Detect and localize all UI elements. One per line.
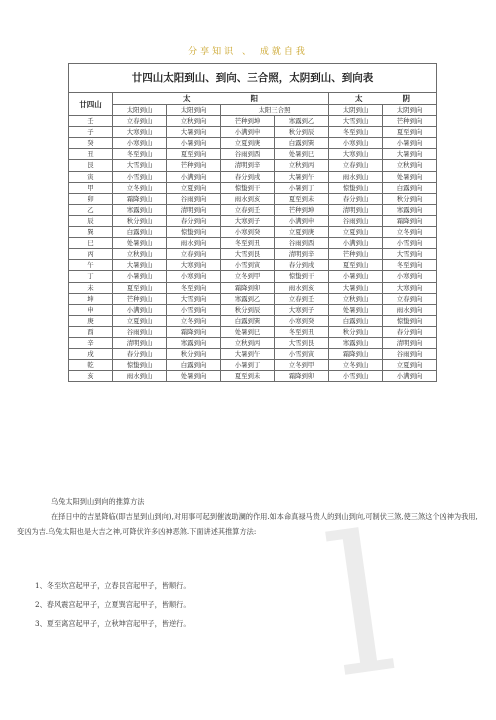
subheader-moon-to-mountain: 太阴到山: [329, 105, 383, 116]
table-cell: 春分到戌: [275, 260, 329, 271]
subheader-sun-to-facing: 太阳到向: [167, 105, 221, 116]
table-cell: 小寒到向: [383, 271, 437, 282]
mountain-cell: 巳: [69, 238, 113, 249]
table-cell: 夏至到向: [383, 127, 437, 138]
mountain-cell: 丑: [69, 149, 113, 160]
table-cell: 小寒到癸: [275, 315, 329, 326]
table-cell: 寒露到向: [167, 337, 221, 348]
table-cell: 冬至到山: [113, 149, 167, 160]
mountain-cell: 庚: [69, 315, 113, 326]
table-row: [69, 127, 437, 138]
method-paragraph: [17, 509, 482, 539]
watermark: l: [315, 492, 407, 720]
table-cell: 小雪到山: [329, 371, 383, 382]
mountain-cell: 申: [69, 304, 113, 315]
table-cell: 立夏到山: [329, 227, 383, 238]
table-row: [69, 238, 437, 249]
table-cell: 雨水到向: [167, 238, 221, 249]
table-cell: 大雪到山: [329, 116, 383, 127]
table-cell: 白露到巽: [275, 138, 329, 149]
table-cell: 霜降到卯: [221, 282, 275, 293]
table-cell: 芒种到向: [383, 116, 437, 127]
table-cell: 白露到巽: [221, 315, 275, 326]
table-cell: 芒种到山: [329, 249, 383, 260]
mountain-cell: 子: [69, 127, 113, 138]
paragraph-text: 在择日中的吉星降临(即吉星到山到向),对用事可起到催波助澜的作用.如本命真禄马贵人的到山到向,可制伏三煞,使三煞这个凶神为我用,变凶为吉.乌兔太阳也是大吉之神,可降伏许多凶神恶煞.下面讲述其推算方法:: [17, 512, 478, 536]
table-cell: 清明到辛: [221, 160, 275, 171]
table-row: [69, 204, 437, 215]
table-cell: 秋分到山: [113, 215, 167, 226]
table-cell: 春分到山: [113, 349, 167, 360]
mountain-cell: 卯: [69, 193, 113, 204]
header-corner: 廿四山: [69, 93, 113, 116]
table-cell: 清明到山: [329, 204, 383, 215]
table-row: [69, 249, 437, 260]
table-cell: 立秋到向: [167, 116, 221, 127]
table-cell: 惊蛰到向: [383, 315, 437, 326]
table-cell: 立秋到山: [329, 293, 383, 304]
table-cell: 谷雨到酉: [221, 149, 275, 160]
table-cell: 白露到山: [329, 315, 383, 326]
table-cell: 处暑到向: [167, 371, 221, 382]
table-cell: 大暑到山: [329, 282, 383, 293]
mountain-cell: 癸: [69, 138, 113, 149]
step-item: 2、春风震宫起甲子，立夏巽宫起甲子，皆顺行。: [35, 600, 191, 609]
table-cell: 立夏到向: [383, 360, 437, 371]
page-slogan: 分享知识 、 成就自我: [188, 47, 308, 57]
table-cell: 夏至到山: [113, 282, 167, 293]
table-cell: 立春到壬: [221, 204, 275, 215]
table-cell: 处暑到山: [113, 238, 167, 249]
table-cell: 立春到向: [383, 293, 437, 304]
table-cell: 小满到申: [221, 127, 275, 138]
mountain-cell: 丙: [69, 249, 113, 260]
table-cell: 立冬到向: [383, 227, 437, 238]
subheader-sun-triple-harmony: 太阳三合照: [221, 105, 329, 116]
table-cell: 立秋到山: [113, 249, 167, 260]
header-group-moon: [329, 93, 437, 105]
step-item: 1、冬至坎宫起甲子，立春艮宫起甲子，皆顺行。: [35, 581, 191, 590]
table-cell: 大雪到山: [113, 160, 167, 171]
table-cell: 芒种到向: [167, 160, 221, 171]
table-row: [69, 227, 437, 238]
table-cell: 立夏到山: [113, 315, 167, 326]
table-row: [69, 171, 437, 182]
solar-lunar-table: [68, 63, 437, 382]
table-row: [69, 160, 437, 171]
table-cell: 惊蛰到山: [113, 360, 167, 371]
mountain-cell: 坤: [69, 293, 113, 304]
table-row: [69, 304, 437, 315]
table-cell: 春分到向: [167, 215, 221, 226]
table-cell: 惊蛰到向: [167, 227, 221, 238]
subheader-sun-to-mountain: 太阳到山: [113, 105, 167, 116]
table-cell: 小暑到丁: [275, 182, 329, 193]
table-cell: 小雪到山: [113, 171, 167, 182]
table-cell: 小雪到寅: [221, 260, 275, 271]
table-title: 廿四山太阳到山、到向、三合照，太阴到山、到向表: [69, 64, 437, 93]
table-cell: 白露到向: [167, 360, 221, 371]
table-cell: 小暑到山: [113, 271, 167, 282]
table-cell: 白露到山: [113, 227, 167, 238]
table-cell: 大雪到艮: [221, 249, 275, 260]
table-cell: 秋分到向: [167, 349, 221, 360]
mountain-cell: 乾: [69, 360, 113, 371]
table-cell: 霜降到向: [383, 215, 437, 226]
table-cell: 小雪到向: [167, 304, 221, 315]
table-cell: 谷雨到酉: [275, 238, 329, 249]
table-cell: 夏至到未: [221, 371, 275, 382]
table-cell: 大寒到向: [383, 282, 437, 293]
table-cell: 霜降到山: [113, 193, 167, 204]
table-cell: 大暑到向: [167, 127, 221, 138]
table-cell: 大雪到向: [383, 249, 437, 260]
table-cell: 立秋到向: [383, 160, 437, 171]
header-moon-char-2: 阴: [402, 94, 410, 103]
table-cell: 谷雨到山: [329, 215, 383, 226]
mountain-cell: 丁: [69, 271, 113, 282]
table-cell: 惊蛰到山: [329, 182, 383, 193]
table-row: [69, 293, 437, 304]
table-cell: 寒露到山: [113, 204, 167, 215]
table-cell: 小暑到向: [167, 138, 221, 149]
mountain-cell: 寅: [69, 171, 113, 182]
table-cell: 立春到山: [113, 116, 167, 127]
table-cell: 谷雨到山: [113, 326, 167, 337]
header-moon-char-1: 太: [355, 94, 363, 103]
table-cell: 小雪到向: [383, 238, 437, 249]
table-cell: 大雪到艮: [275, 337, 329, 348]
table-row: [69, 271, 437, 282]
table-row: [69, 337, 437, 348]
table-cell: 小雪到寅: [275, 349, 329, 360]
table-row: [69, 371, 437, 382]
table-cell: 大暑到午: [221, 349, 275, 360]
table-row: [69, 326, 437, 337]
table-cell: 雨水到山: [113, 371, 167, 382]
table-row: [69, 116, 437, 127]
table-cell: 大雪到向: [167, 293, 221, 304]
table-cell: 大暑到向: [383, 149, 437, 160]
table-cell: 雨水到亥: [221, 193, 275, 204]
steps-list: [17, 576, 496, 633]
table-cell: 寒露到向: [383, 204, 437, 215]
table-cell: 小暑到向: [383, 138, 437, 149]
table-cell: 冬至到丑: [275, 326, 329, 337]
table-cell: 寒露到乙: [275, 116, 329, 127]
mountain-cell: 酉: [69, 326, 113, 337]
table-row: [69, 315, 437, 326]
header-sun-char-1: 太: [183, 94, 191, 103]
table-cell: 小寒到向: [167, 271, 221, 282]
table-cell: 芒种到坤: [275, 204, 329, 215]
table-cell: 清明到向: [383, 337, 437, 348]
table-cell: 立夏到向: [167, 182, 221, 193]
table-cell: 夏至到未: [275, 193, 329, 204]
table-cell: 寒露到山: [329, 337, 383, 348]
table-cell: 秋分到辰: [221, 304, 275, 315]
mountain-cell: 午: [69, 260, 113, 271]
table-row: [69, 138, 437, 149]
step-item: 3、夏至离宫起甲子，立秋坤宫起甲子，皆逆行。: [35, 619, 191, 628]
table-cell: 处暑到巳: [275, 149, 329, 160]
table-row: [69, 215, 437, 226]
table-cell: 小满到向: [167, 171, 221, 182]
mountain-cell: 艮: [69, 160, 113, 171]
mountain-cell: 壬: [69, 116, 113, 127]
table-cell: 春分到山: [329, 193, 383, 204]
table-cell: 处暑到巳: [221, 326, 275, 337]
table-cell: 立冬到山: [329, 360, 383, 371]
table-cell: 立秋到丙: [221, 337, 275, 348]
table-cell: 立春到山: [329, 160, 383, 171]
table-cell: 大暑到山: [113, 260, 167, 271]
table-cell: 立冬到甲: [275, 360, 329, 371]
table-cell: 立春到壬: [275, 293, 329, 304]
table-cell: 大寒到子: [221, 215, 275, 226]
section-title: 乌兔太阳到山到向的推算方法: [51, 497, 145, 506]
table-cell: 霜降到山: [329, 349, 383, 360]
table-cell: 立冬到甲: [221, 271, 275, 282]
table-cell: 冬至到向: [383, 260, 437, 271]
table-cell: 秋分到向: [383, 193, 437, 204]
table-cell: 春分到戌: [221, 171, 275, 182]
table-cell: 小寒到山: [329, 138, 383, 149]
table-cell: 冬至到向: [167, 282, 221, 293]
table-cell: 立春到向: [167, 249, 221, 260]
table-cell: 处暑到向: [383, 171, 437, 182]
table-cell: 小寒到癸: [221, 227, 275, 238]
table-row: [69, 193, 437, 204]
table-cell: 小暑到山: [329, 271, 383, 282]
table-cell: 冬至到丑: [221, 238, 275, 249]
table-cell: 秋分到山: [329, 326, 383, 337]
table-row: [69, 260, 437, 271]
mountain-cell: 巽: [69, 227, 113, 238]
table-cell: 清明到向: [167, 204, 221, 215]
subheader-moon-to-facing: 太阴到向: [383, 105, 437, 116]
table-cell: 大寒到子: [275, 304, 329, 315]
table-cell: 立夏到庚: [221, 138, 275, 149]
table-cell: 芒种到坤: [221, 116, 275, 127]
header-group-sun: [113, 93, 329, 105]
mountain-cell: 辰: [69, 215, 113, 226]
table-row: [69, 360, 437, 371]
table-cell: 立秋到丙: [275, 160, 329, 171]
table-cell: 霜降到向: [167, 326, 221, 337]
table-cell: 寒露到乙: [221, 293, 275, 304]
table-cell: 大寒到山: [113, 127, 167, 138]
mountain-cell: 未: [69, 282, 113, 293]
table-cell: 冬至到山: [329, 127, 383, 138]
mountain-cell: 亥: [69, 371, 113, 382]
table-cell: 小寒到山: [113, 138, 167, 149]
table-cell: 大暑到午: [275, 171, 329, 182]
table-cell: 白露到向: [383, 182, 437, 193]
table-cell: 雨水到向: [383, 304, 437, 315]
table-cell: 立夏到庚: [275, 227, 329, 238]
table-cell: 大寒到山: [329, 149, 383, 160]
table-cell: 大寒到向: [167, 260, 221, 271]
table-cell: 立冬到山: [113, 182, 167, 193]
mountain-cell: 甲: [69, 182, 113, 193]
table-cell: 夏至到向: [167, 149, 221, 160]
table-cell: 春分到向: [383, 326, 437, 337]
table-cell: 谷雨到向: [167, 193, 221, 204]
table-cell: 小暑到丁: [221, 360, 275, 371]
table-cell: 小满到向: [383, 371, 437, 382]
table-cell: 小满到山: [113, 304, 167, 315]
table-cell: 雨水到山: [329, 171, 383, 182]
table-row: [69, 349, 437, 360]
table-cell: 谷雨到向: [383, 349, 437, 360]
table-cell: 秋分到辰: [275, 127, 329, 138]
table-cell: 小满到山: [329, 238, 383, 249]
table-cell: 惊蛰到干: [275, 271, 329, 282]
table-cell: 夏至到山: [329, 260, 383, 271]
table-cell: 雨水到亥: [275, 282, 329, 293]
table-cell: 惊蛰到干: [221, 182, 275, 193]
table-cell: 清明到山: [113, 337, 167, 348]
table-row: [69, 282, 437, 293]
mountain-cell: 乙: [69, 204, 113, 215]
mountain-cell: 辛: [69, 337, 113, 348]
table-cell: 处暑到山: [329, 304, 383, 315]
table-cell: 霜降到卯: [275, 371, 329, 382]
table-cell: 芒种到山: [113, 293, 167, 304]
header-sun-char-2: 阳: [250, 94, 258, 103]
table-cell: 清明到辛: [275, 249, 329, 260]
table-row: [69, 182, 437, 193]
table-row: [69, 149, 437, 160]
mountain-cell: 戌: [69, 349, 113, 360]
table-cell: 立冬到向: [167, 315, 221, 326]
table-cell: 小满到申: [275, 215, 329, 226]
